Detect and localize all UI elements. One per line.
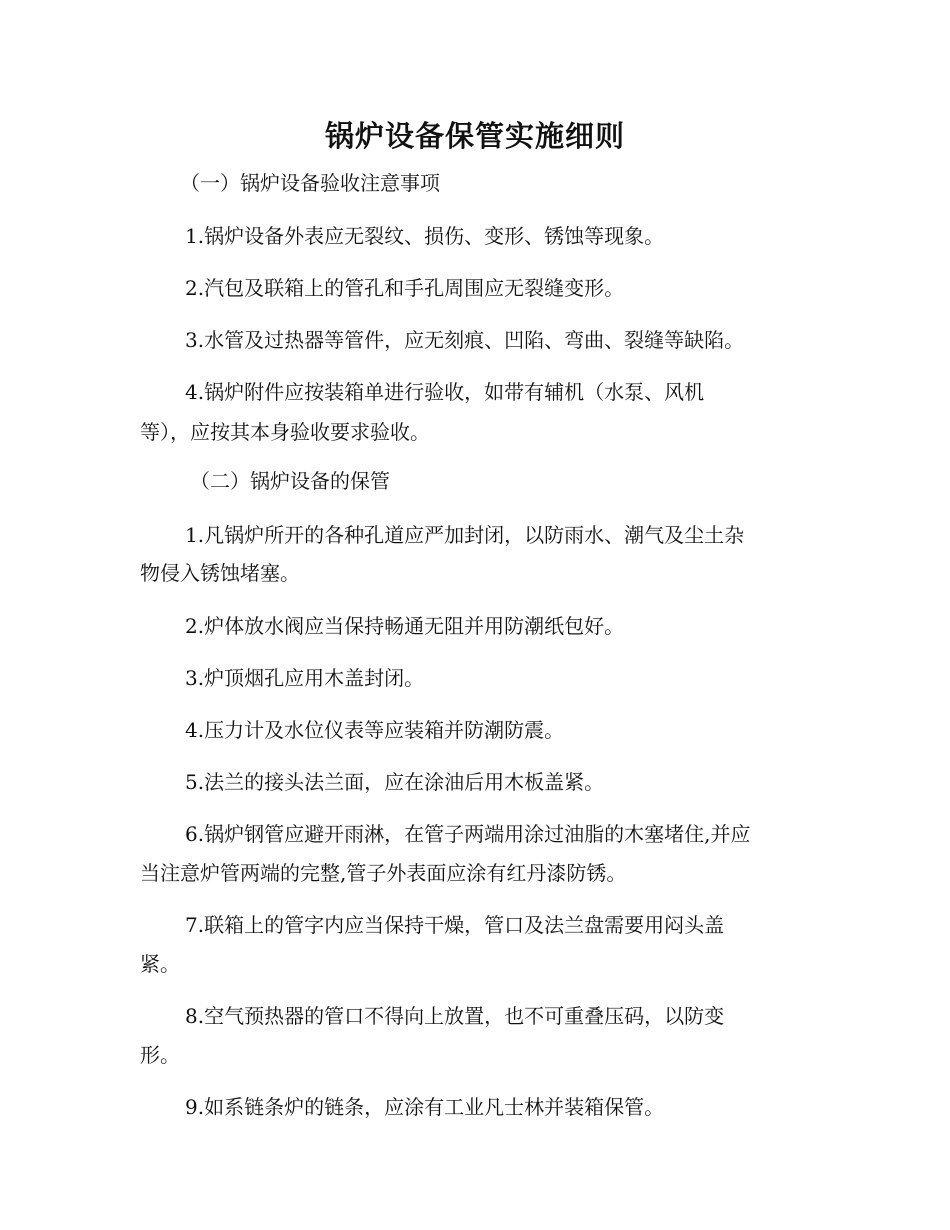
storage-item-7-continued: 紧。: [140, 952, 180, 976]
acceptance-item-4-continued: 等），应按其本身验收要求验收。: [140, 420, 430, 444]
storage-item-3: 3.炉顶烟孔应用木盖封闭。: [185, 666, 425, 690]
acceptance-item-4: 4.锅炉附件应按装箱单进行验收，如带有辅机（水泵、风机: [185, 380, 705, 404]
storage-item-9: 9.如系链条炉的链条，应涂有工业凡士林并装箱保管。: [185, 1095, 665, 1119]
acceptance-item-2: 2.汽包及联箱上的管孔和手孔周围应无裂缝变形。: [185, 276, 625, 300]
storage-item-1-continued: 物侵入锈蚀堵塞。: [140, 561, 300, 585]
storage-item-5: 5.法兰的接头法兰面，应在涂油后用木板盖紧。: [185, 770, 605, 794]
document-title: 锅炉设备保管实施细则: [324, 119, 625, 153]
storage-item-4: 4.压力计及水位仪表等应装箱并防潮防震。: [185, 718, 565, 742]
storage-item-6-continued: 当注意炉管两端的完整,管子外表面应涂有红丹漆防锈。: [140, 861, 627, 885]
storage-item-8-continued: 形。: [140, 1043, 180, 1067]
acceptance-item-3: 3.水管及过热器等管件，应无刻痕、凹陷、弯曲、裂缝等缺陷。: [185, 328, 745, 352]
acceptance-item-1: 1.锅炉设备外表应无裂纹、损伤、变形、锈蚀等现象。: [185, 224, 665, 248]
section-heading-storage: （二）锅炉设备的保管: [190, 469, 390, 493]
storage-item-1: 1.凡锅炉所开的各种孔道应严加封闭，以防雨水、潮气及尘土杂: [185, 523, 745, 547]
storage-item-7: 7.联箱上的管字内应当保持干燥，管口及法兰盘需要用闷头盖: [185, 913, 725, 937]
storage-item-2: 2.炉体放水阀应当保持畅通无阻并用防潮纸包好。: [185, 614, 625, 638]
storage-item-6: 6.锅炉钢管应避开雨淋，在管子两端用涂过油脂的木塞堵住,并应: [185, 822, 751, 846]
storage-item-8: 8.空气预热器的管口不得向上放置，也不可重叠压码，以防变: [185, 1004, 725, 1028]
section-heading-acceptance: （一）锅炉设备验收注意事项: [180, 171, 440, 195]
